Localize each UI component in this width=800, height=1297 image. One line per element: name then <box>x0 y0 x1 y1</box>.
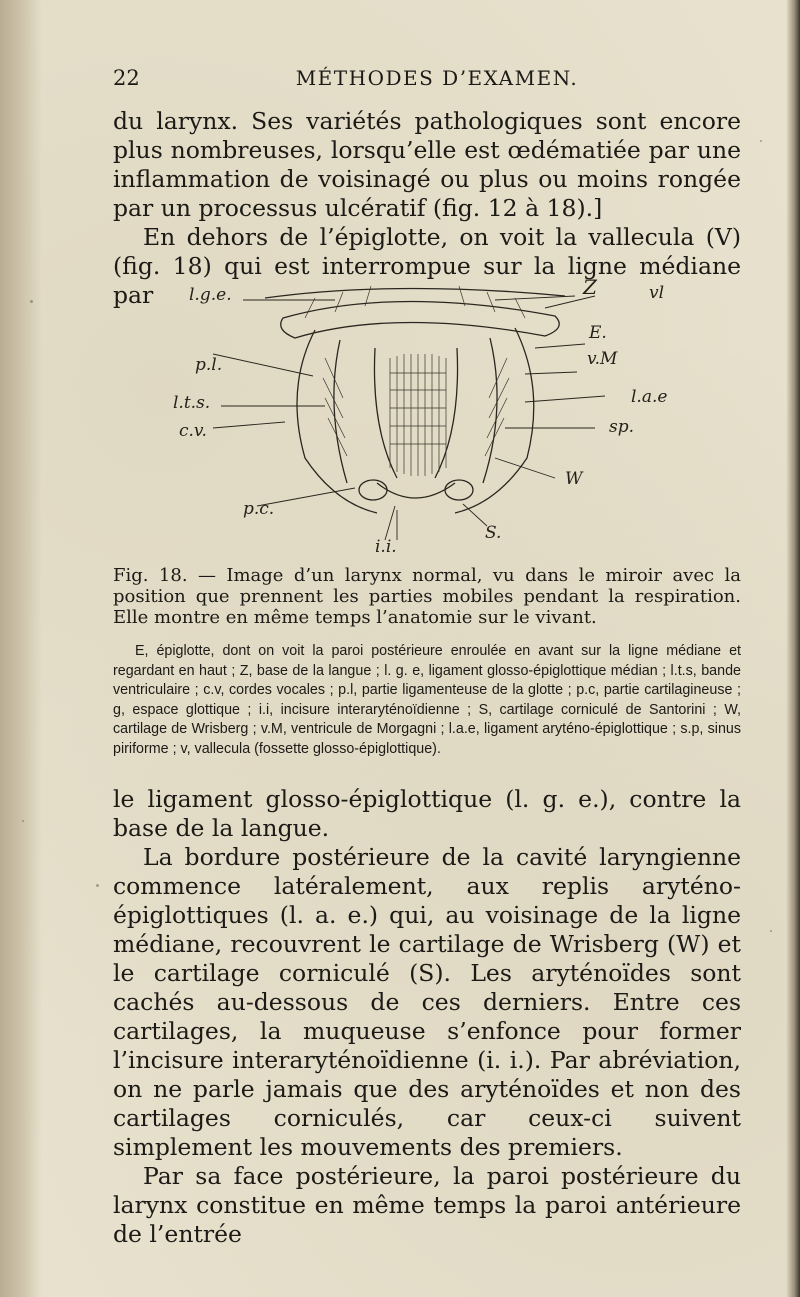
label-cv: c.v. <box>179 421 207 441</box>
right-fold-outline <box>455 328 534 513</box>
left-cartilage-outline <box>359 480 387 500</box>
label-lae: l.a.e <box>631 387 668 407</box>
label-ii: i.i. <box>375 537 397 557</box>
page-gutter-shadow <box>0 0 42 1297</box>
label-s: S. <box>485 523 502 543</box>
label-vm: v.M <box>587 349 618 369</box>
figure-caption <box>113 565 741 628</box>
figure-legend <box>113 642 741 760</box>
label-lge: l.g.e. <box>189 285 232 305</box>
running-title: MÉTHODES D’EXAMEN. <box>295 66 579 90</box>
paragraph: En dehors de l’épiglotte, on voit la vallecula (V) (fig. 18) qui est interrompue sur la ligne médiane par <box>113 223 741 309</box>
label-w: W <box>565 469 583 489</box>
page-number: 22 <box>113 66 140 90</box>
label-vl: vl <box>649 283 665 303</box>
page-header <box>113 64 741 94</box>
left-cord-outline <box>374 348 397 478</box>
body-text-bottom <box>113 785 741 1249</box>
tongue-base-outline <box>265 288 565 298</box>
paragraph: le ligament glosso-épiglottique (l. g. e.), contre la base de la langue. <box>113 785 741 842</box>
label-sp: sp. <box>609 417 635 437</box>
larynx-figure <box>165 275 705 560</box>
paragraph: La bordure postérieure de la cavité laryngienne commence latéralement, aux replis aryténo-épiglottiques (l. a. e.) qui, au voisinage de la ligne médiane, recouvrent le cartilage de Wrisberg (W) et le cartilage corniculé (S). Les aryténoïdes sont cachés au-dessous de ces derniers. Entre ces cartilages, la muqueuse s’enfonce pour former l’incisure interaryténoïdienne (i. i.). Par abréviation, on ne parle jamais que des aryténoïdes et non des cartilages corniculés, car ceux-ci suivent simplement les mouvements des premiers. <box>113 843 741 1161</box>
paragraph: du larynx. Ses variétés pathologiques sont encore plus nombreuses, lorsqu’elle est œdématiée par une inflammation de voisinagé ou plus ou moins rongée par un processus ulcératif (fig. 12 à 18).] <box>113 107 741 222</box>
right-band-outline <box>483 338 497 483</box>
label-pc: p.c. <box>243 499 275 519</box>
left-band-outline <box>334 340 347 483</box>
label-pl: p.l. <box>195 355 223 375</box>
caption-legend-text: E, épiglotte, dont on voit la paroi postérieure enroulée en avant sur la ligne médiane et regardant en haut ; Z, base de la langue ; l. g. e, ligament glosso-épiglottique médian ; l.t.s, bande ventriculaire ; c.v, cordes vocales ; p.l, partie ligamenteuse de la glotte ; p.c, partie cartilagineuse ; g, espace glottique ; i.i, incisure interaryténoïdienne ; S, cartilage corniculé de Santorini ; W, cartilage de Wrisberg ; v.M, ventricule de Morgagni ; l.a.e, ligament aryténo-épiglottique ; s.p, sinus piriforme ; v, vallecula (fossette glosso-épiglottique). <box>113 643 741 757</box>
right-cartilage-outline <box>445 480 473 500</box>
page-edge-shadow <box>786 0 800 1297</box>
arytenoid-outline <box>377 483 455 498</box>
label-lts: l.t.s. <box>173 393 211 413</box>
label-e: E. <box>589 323 607 343</box>
paragraph: Par sa face postérieure, la paroi postérieure du larynx constitue en même temps la paroi antérieure de l’entrée <box>113 1162 741 1248</box>
label-z: Z <box>583 275 597 299</box>
caption-title: Fig. 18. — Image d’un larynx normal, vu dans le miroir avec la position que prennent les parties mobiles pendant la respiration. Elle montre en même temps l’anatomie sur le vivant. <box>113 565 741 628</box>
